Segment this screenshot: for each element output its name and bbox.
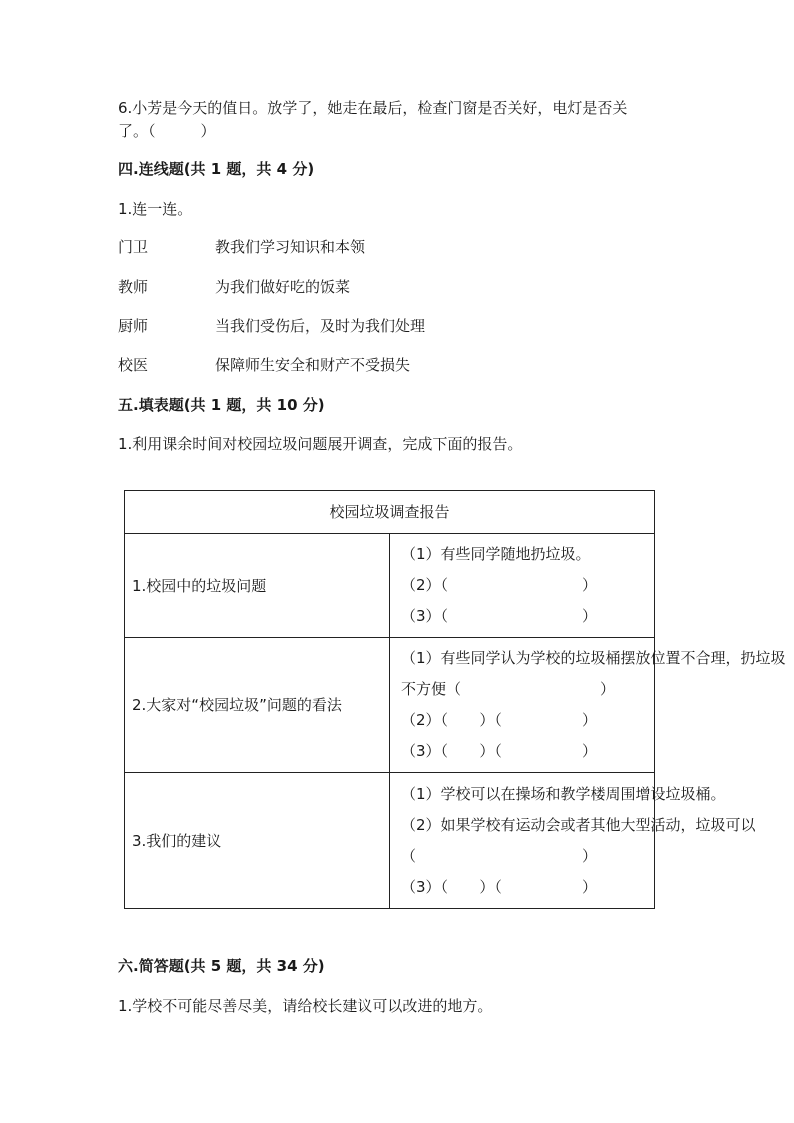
row2-label: 2.大家对“校园垃圾”问题的看法 xyxy=(125,638,390,773)
match-right-item-4[interactable]: 保障师生安全和财产不受损失 xyxy=(215,356,411,374)
row3-line4-open: （3）（ xyxy=(401,877,449,896)
row3-content xyxy=(390,773,756,909)
row1-blank-2[interactable] xyxy=(401,570,647,601)
row1-line3-open: （3）（ xyxy=(401,607,449,625)
row2-line4-close: ） xyxy=(581,742,597,760)
row1-line1: （1）有些同学随地扔垃圾。 xyxy=(401,545,591,563)
survey-report-table xyxy=(124,490,786,909)
match-left-item-2[interactable]: 教师 xyxy=(118,278,149,296)
row2-line4-mid: ）（ xyxy=(479,742,502,760)
row2-content xyxy=(390,638,786,773)
section4-title: 四.连线题(共 1 题，共 4 分) xyxy=(118,160,315,178)
row1-line2-open: （2）（ xyxy=(401,576,449,594)
row2-line1: （1）有些同学认为学校的垃圾桶摆放位置不合理，扔垃圾 xyxy=(401,649,786,667)
q6-line2: 了。（ ） xyxy=(118,122,216,140)
row2-blank-3[interactable] xyxy=(401,736,647,767)
row2-blank-1[interactable] xyxy=(401,674,647,705)
q6-line1: 6.小芳是今天的值日。放学了，她走在最后，检查门窗是否关好，电灯是否关 xyxy=(118,99,628,117)
row2-blank-2[interactable] xyxy=(401,705,647,736)
row3-line3-open: （ xyxy=(401,846,417,865)
row1-label: 1.校园中的垃圾问题 xyxy=(125,534,390,638)
match-right-item-1[interactable]: 教我们学习知识和本领 xyxy=(215,238,366,256)
match-right-item-2[interactable]: 为我们做好吃的饭菜 xyxy=(215,278,351,296)
match-left-item-1[interactable]: 门卫 xyxy=(118,238,149,256)
match-left-item-3[interactable]: 厨师 xyxy=(118,317,149,335)
section6-question: 1.学校不可能尽善尽美，请给校长建议可以改进的地方。 xyxy=(118,997,493,1015)
section6-title: 六.简答题(共 5 题，共 34 分) xyxy=(118,957,325,975)
row1-content xyxy=(390,534,655,638)
match-left-item-4[interactable]: 校医 xyxy=(118,356,149,374)
row3-line1: （1）学校可以在操场和教学楼周围增设垃圾桶。 xyxy=(401,784,726,803)
row2-line4-open: （3）（ xyxy=(401,742,449,760)
row2-line2-close: ） xyxy=(599,680,615,698)
row3-blank-1[interactable] xyxy=(401,841,647,872)
row3-blank-2[interactable] xyxy=(401,872,647,903)
section5-title: 五.填表题(共 1 题，共 10 分) xyxy=(118,396,325,414)
row3-line2: （2）如果学校有运动会或者其他大型活动，垃圾可以 xyxy=(401,815,756,834)
row1-line3-close: ） xyxy=(581,607,597,625)
row2-line3-mid: ）（ xyxy=(479,711,502,729)
row2-line3-open: （2）（ xyxy=(401,711,449,729)
row3-line4-mid: ）（ xyxy=(479,877,502,896)
row1-blank-3[interactable] xyxy=(401,601,647,632)
report-title: 校园垃圾调查报告 xyxy=(125,491,655,534)
row3-line3-close: ） xyxy=(581,846,597,865)
match-right-item-3[interactable]: 当我们受伤后，及时为我们处理 xyxy=(215,317,426,335)
row3-line4-close: ） xyxy=(581,877,597,896)
row1-line2-close: ） xyxy=(581,576,597,594)
row2-line3-close: ） xyxy=(581,711,597,729)
section4-question: 1.连一连。 xyxy=(118,200,193,218)
row2-line2-open: 不方便（ xyxy=(401,680,462,698)
section5-question: 1.利用课余时间对校园垃圾问题展开调查，完成下面的报告。 xyxy=(118,435,523,453)
row3-label: 3.我们的建议 xyxy=(125,773,390,909)
